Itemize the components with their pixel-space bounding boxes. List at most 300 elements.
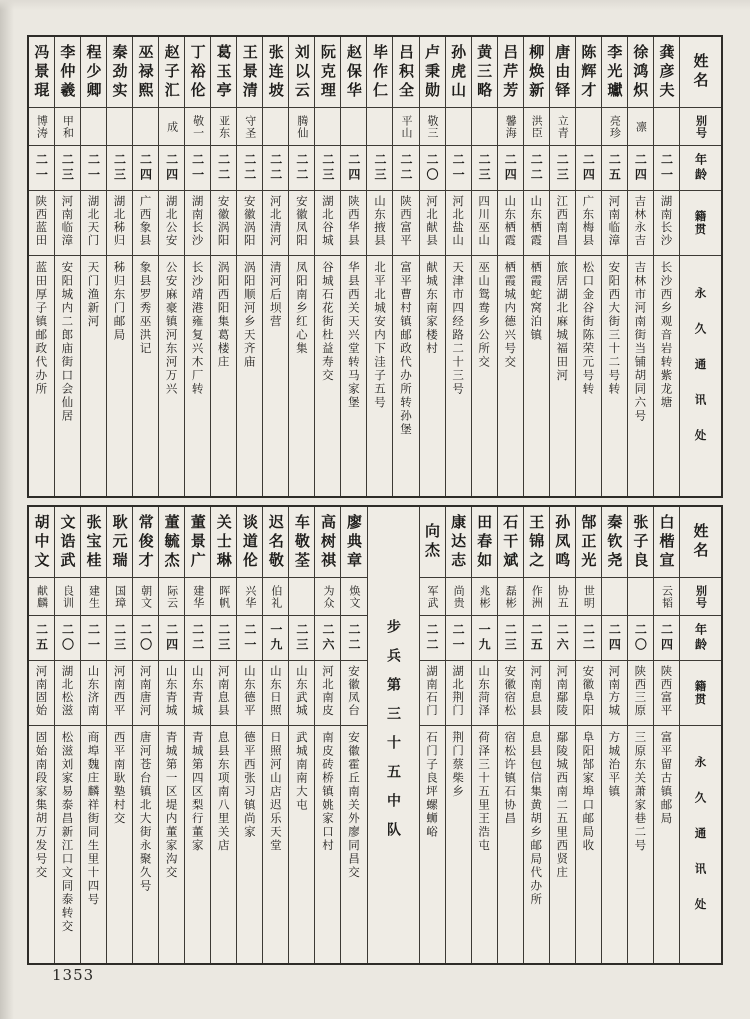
person-origin-text: 陕西蓝田 <box>34 195 49 247</box>
person-name-text: 刘以云 <box>292 43 311 101</box>
column-header-address-text: 永久通讯处 <box>693 755 708 934</box>
person-origin-text: 安徽凤阳 <box>294 195 309 247</box>
person-age <box>550 615 575 660</box>
person-address-text: 天门渔新河 <box>86 261 101 329</box>
person-alias <box>420 577 445 615</box>
person-name-text: 廖典章 <box>345 513 363 571</box>
person-name-text: 冯景琨 <box>32 43 51 101</box>
column-header-name-text: 姓名 <box>691 523 710 561</box>
person-origin <box>498 190 523 255</box>
person-age <box>498 145 523 190</box>
person-name <box>29 507 54 577</box>
person-address <box>341 255 366 496</box>
person-column <box>340 507 366 963</box>
person-column <box>54 37 80 496</box>
person-name-text: 白楷宣 <box>657 513 676 571</box>
person-alias <box>524 577 549 615</box>
person-address <box>107 725 132 963</box>
person-name <box>237 507 262 577</box>
person-name-text: 谈道伦 <box>240 513 259 571</box>
person-age-text: 二三 <box>503 623 518 653</box>
person-alias <box>472 107 497 145</box>
person-name-text: 孙虎山 <box>449 43 468 101</box>
person-origin-text: 河南方城 <box>607 665 622 717</box>
person-alias <box>81 577 106 615</box>
person-address-text: 长沙靖港雍复兴木厂转 <box>190 261 205 396</box>
person-origin <box>315 190 340 255</box>
person-origin-text: 河南临漳 <box>607 195 622 247</box>
person-address <box>211 255 236 496</box>
person-alias <box>315 577 340 615</box>
person-alias-text: 磊彬 <box>504 584 518 609</box>
person-alias <box>29 577 54 615</box>
person-address <box>446 255 471 496</box>
person-address <box>550 255 575 496</box>
person-origin-text: 河北南皮 <box>320 665 335 717</box>
person-name-text: 赵子汇 <box>162 43 181 101</box>
person-name <box>472 507 497 577</box>
person-origin <box>29 190 54 255</box>
person-address <box>237 255 262 496</box>
person-origin <box>576 660 601 725</box>
person-origin <box>446 190 471 255</box>
person-address-text: 西平南耿塾村交 <box>112 731 127 826</box>
person-address-text: 松口金谷街陈荣元号转 <box>581 261 596 396</box>
person-name <box>550 37 575 107</box>
column-header-address <box>680 725 721 963</box>
person-alias <box>602 107 627 145</box>
person-alias <box>602 577 627 615</box>
person-origin-text: 陕西三原 <box>633 665 648 717</box>
person-alias <box>263 107 288 145</box>
person-alias-text: 亚东 <box>217 114 231 139</box>
person-column <box>471 507 497 963</box>
person-address-text: 方城治平镇 <box>607 731 622 799</box>
person-name-text: 张连坡 <box>266 43 285 101</box>
person-name <box>498 37 523 107</box>
person-origin-text: 湖北谷城 <box>320 195 335 247</box>
person-address-text: 南皮砖桥镇姚家口村 <box>320 731 335 853</box>
person-address-text: 吉林市河南街当铺胡同六号 <box>633 261 648 423</box>
person-origin <box>628 190 653 255</box>
person-age <box>159 145 184 190</box>
person-address <box>133 725 158 963</box>
person-column <box>549 37 575 496</box>
person-age <box>81 145 106 190</box>
person-origin-text: 山东济南 <box>86 665 101 717</box>
person-age <box>211 145 236 190</box>
person-origin <box>472 660 497 725</box>
person-age <box>263 145 288 190</box>
person-alias-text: 良训 <box>61 584 75 609</box>
person-alias <box>628 577 653 615</box>
person-address <box>185 725 210 963</box>
person-origin-text: 山东青城 <box>164 665 179 717</box>
person-name-text: 高树祺 <box>318 513 337 571</box>
person-address-text: 天津市四经路二十三号 <box>451 261 466 396</box>
person-origin-text: 安徽涡阳 <box>242 195 257 247</box>
person-name <box>55 507 80 577</box>
person-alias <box>81 107 106 145</box>
person-age <box>211 615 236 660</box>
person-address <box>289 725 314 963</box>
person-name <box>367 37 392 107</box>
person-address-text: 息县包信集黄胡乡邮局代办所 <box>529 731 544 907</box>
person-name <box>524 507 549 577</box>
column-header-name <box>680 37 721 107</box>
person-name-text: 丁裕伦 <box>188 43 207 101</box>
person-name <box>602 37 627 107</box>
person-alias <box>654 107 679 145</box>
person-age-text: 二三 <box>112 623 127 653</box>
person-age <box>420 615 445 660</box>
person-name-text: 张宝桂 <box>84 513 103 571</box>
person-origin <box>133 190 158 255</box>
person-age-text: 一九 <box>477 623 492 653</box>
person-alias <box>498 577 523 615</box>
person-age <box>55 145 80 190</box>
person-address-text: 三原东关萧家巷二号 <box>633 731 648 853</box>
person-alias <box>393 107 418 145</box>
person-alias <box>576 107 601 145</box>
person-age-text: 二四 <box>164 153 179 183</box>
person-origin-text: 陕西华县 <box>346 195 361 247</box>
person-age-text: 二三 <box>112 153 127 183</box>
person-alias <box>185 577 210 615</box>
person-alias-text: 建生 <box>87 584 101 609</box>
person-age-text: 二三 <box>294 623 309 653</box>
column-header-name <box>680 507 721 577</box>
person-address-text: 蓝田厚子镇邮政代办所 <box>34 261 49 396</box>
person-address <box>81 255 106 496</box>
person-age-text: 二二 <box>581 623 596 653</box>
person-alias-text: 为众 <box>321 584 335 609</box>
person-address <box>524 725 549 963</box>
person-column <box>471 37 497 496</box>
person-age <box>107 145 132 190</box>
person-age-text: 二一 <box>86 153 101 183</box>
person-age-text: 二五 <box>529 623 544 653</box>
person-age <box>472 145 497 190</box>
person-age-text: 二六 <box>320 623 335 653</box>
person-age-text: 二〇 <box>633 623 648 653</box>
person-origin-text: 河南鄢陵 <box>555 665 570 717</box>
person-alias-text: 朝文 <box>139 584 153 609</box>
person-alias <box>341 577 366 615</box>
person-column <box>262 37 288 496</box>
person-alias <box>550 577 575 615</box>
row-header-column <box>679 37 721 496</box>
person-origin-text: 山东栖霞 <box>529 195 544 247</box>
bottom-roster-table <box>27 505 723 965</box>
person-age-text: 二二 <box>294 153 309 183</box>
person-name-text: 车敬荃 <box>292 513 311 571</box>
person-age-text: 二一 <box>86 623 101 653</box>
person-age <box>602 145 627 190</box>
column-header-age-text: 年龄 <box>693 153 708 183</box>
person-address <box>211 725 236 963</box>
person-name <box>420 507 445 577</box>
column-header-age <box>680 145 721 190</box>
person-name-text: 秦钦尧 <box>605 513 624 571</box>
person-origin-text: 湖北秭归 <box>112 195 127 247</box>
person-address <box>628 255 653 496</box>
person-alias-text: 博涛 <box>35 114 49 139</box>
person-age-text: 二五 <box>607 153 622 183</box>
person-origin-text: 河北献县 <box>425 195 440 247</box>
person-column <box>184 37 210 496</box>
person-age-text: 二二 <box>242 153 257 183</box>
person-age-text: 二一 <box>451 153 466 183</box>
person-alias <box>550 107 575 145</box>
person-age <box>446 145 471 190</box>
person-name <box>107 37 132 107</box>
person-age-text: 二一 <box>242 623 257 653</box>
person-alias-text: 亮珍 <box>608 114 622 139</box>
person-origin-text: 陕西富平 <box>659 665 674 717</box>
person-name <box>628 507 653 577</box>
person-name <box>341 37 366 107</box>
person-origin <box>654 660 679 725</box>
person-name-text: 王景清 <box>240 43 259 101</box>
person-age <box>524 145 549 190</box>
column-header-age-text: 年龄 <box>693 623 708 653</box>
person-alias-text: 凛 <box>634 120 648 133</box>
person-age-text: 二三 <box>477 153 492 183</box>
person-name <box>446 37 471 107</box>
person-origin <box>237 660 262 725</box>
person-address <box>576 255 601 496</box>
person-age <box>472 615 497 660</box>
person-name <box>29 37 54 107</box>
person-address <box>550 725 575 963</box>
person-age-text: 二〇 <box>60 623 75 653</box>
person-alias <box>315 107 340 145</box>
column-header-origin <box>680 190 721 255</box>
person-age <box>29 615 54 660</box>
person-name-text: 关士琳 <box>214 513 233 571</box>
person-column <box>29 37 54 496</box>
person-age <box>263 615 288 660</box>
person-age <box>420 145 445 190</box>
person-name <box>576 37 601 107</box>
person-address-text: 唐河苍台镇北大街永聚久号 <box>138 731 153 893</box>
column-header-address <box>680 255 721 496</box>
person-address <box>289 255 314 496</box>
person-name <box>420 37 445 107</box>
person-name-text: 秦劲实 <box>110 43 129 101</box>
person-column <box>314 37 340 496</box>
person-origin <box>211 660 236 725</box>
person-name-text: 耿元瑞 <box>110 513 129 571</box>
column-header-origin <box>680 660 721 725</box>
person-origin-text: 山东掖县 <box>372 195 387 247</box>
person-alias <box>133 107 158 145</box>
unit-divider-column <box>367 507 419 963</box>
person-age <box>576 615 601 660</box>
person-origin <box>55 190 80 255</box>
person-origin-text: 山东菏泽 <box>477 665 492 717</box>
person-name <box>185 37 210 107</box>
person-age-text: 二四 <box>164 623 179 653</box>
person-age-text: 二〇 <box>425 153 440 183</box>
person-name <box>211 507 236 577</box>
person-origin <box>524 660 549 725</box>
person-address <box>654 725 679 963</box>
person-address <box>628 725 653 963</box>
person-origin-text: 四川巫山 <box>477 195 492 247</box>
person-name-text: 吕积全 <box>397 43 415 101</box>
column-header-alias-text: 别号 <box>694 114 708 139</box>
person-column <box>366 37 392 496</box>
person-age <box>29 145 54 190</box>
person-origin-text: 安徽阜阳 <box>581 665 596 717</box>
person-age <box>341 615 366 660</box>
person-origin <box>29 660 54 725</box>
person-name <box>472 37 497 107</box>
person-address <box>602 255 627 496</box>
person-name-text: 葛玉亭 <box>214 43 233 101</box>
person-address <box>446 725 471 963</box>
column-header-alias-text: 别号 <box>694 584 708 609</box>
person-age <box>628 145 653 190</box>
person-column <box>80 37 106 496</box>
person-origin <box>446 660 471 725</box>
person-name <box>263 507 288 577</box>
person-name <box>446 507 471 577</box>
person-origin <box>185 660 210 725</box>
person-origin <box>420 190 445 255</box>
person-name <box>315 37 340 107</box>
person-name <box>654 507 679 577</box>
person-alias <box>524 107 549 145</box>
person-origin-text: 河南西平 <box>112 665 127 717</box>
person-alias <box>472 577 497 615</box>
person-origin <box>628 660 653 725</box>
column-header-name-text: 姓名 <box>691 53 710 91</box>
person-alias-text: 尚贵 <box>452 584 466 609</box>
person-column <box>314 507 340 963</box>
person-column <box>210 37 236 496</box>
person-name-text: 陈辉才 <box>579 43 598 101</box>
person-alias <box>237 107 262 145</box>
person-age-text: 二二 <box>425 623 440 653</box>
person-origin <box>133 660 158 725</box>
person-column <box>523 507 549 963</box>
person-age <box>393 145 418 190</box>
person-alias-text: 馨海 <box>504 114 518 139</box>
person-age <box>498 615 523 660</box>
person-alias-text: 世明 <box>582 584 596 609</box>
person-origin-text: 河南息县 <box>216 665 231 717</box>
person-age-text: 二三 <box>372 153 387 183</box>
person-address-text: 安阳西大街三十二号转 <box>607 261 622 396</box>
person-name <box>341 507 366 577</box>
person-alias-text: 焕文 <box>348 584 361 609</box>
person-origin-text: 河南固始 <box>34 665 49 717</box>
person-name-text: 巫禄熙 <box>136 43 155 101</box>
person-age-text: 二〇 <box>138 623 153 653</box>
person-origin-text: 湖南长沙 <box>659 195 674 247</box>
person-origin <box>341 660 366 725</box>
person-origin <box>315 660 340 725</box>
person-age-text: 二二 <box>529 153 544 183</box>
person-origin <box>107 190 132 255</box>
person-column <box>288 37 314 496</box>
person-age <box>81 615 106 660</box>
person-age-text: 二二 <box>268 153 283 183</box>
person-alias-text: 晖帆 <box>217 584 231 609</box>
person-address-text: 青城第四区梨行董家 <box>190 731 205 853</box>
person-origin <box>55 660 80 725</box>
person-alias <box>289 107 314 145</box>
person-column <box>549 507 575 963</box>
person-name-text: 李仲羲 <box>58 43 77 101</box>
person-address <box>498 725 523 963</box>
person-name-text: 徐鸿炽 <box>631 43 650 101</box>
person-address-text: 松滋刘家易泰昌新江口文同泰转交 <box>60 731 75 934</box>
person-origin-text: 广西象县 <box>138 195 153 247</box>
person-column <box>106 37 132 496</box>
person-address <box>55 725 80 963</box>
person-name-text: 阮克理 <box>318 43 337 101</box>
person-name <box>159 507 184 577</box>
person-address <box>315 725 340 963</box>
person-origin-text: 河南息县 <box>529 665 544 717</box>
person-origin <box>107 660 132 725</box>
person-name-text: 卢秉勋 <box>423 43 442 101</box>
person-column <box>392 37 418 496</box>
unit-divider-label: 步兵第三十五中队 <box>385 619 402 851</box>
person-origin-text: 湖南长沙 <box>190 195 205 247</box>
person-origin-text: 河北清河 <box>268 195 283 247</box>
person-age-text: 二二 <box>190 623 205 653</box>
person-address <box>341 725 366 963</box>
person-column <box>653 37 679 496</box>
person-origin-text: 湖北荆门 <box>451 665 466 717</box>
person-alias <box>498 107 523 145</box>
person-address-text: 青城第一区堤内董家沟交 <box>164 731 179 880</box>
person-column <box>497 507 523 963</box>
person-alias-text: 腾仙 <box>295 114 309 139</box>
person-address <box>498 255 523 496</box>
person-name <box>211 37 236 107</box>
person-column <box>210 507 236 963</box>
person-column <box>184 507 210 963</box>
person-column <box>340 37 366 496</box>
person-origin <box>393 190 418 255</box>
person-column <box>54 507 80 963</box>
person-origin-text: 湖北公安 <box>164 195 179 247</box>
person-age-text: 二四 <box>138 153 153 183</box>
person-age-text: 二一 <box>190 153 205 183</box>
person-origin <box>602 190 627 255</box>
person-name-text: 唐由铎 <box>553 43 572 101</box>
person-name <box>289 507 314 577</box>
person-address-text: 涡阳西阳集葛楼庄 <box>216 261 231 369</box>
person-address <box>237 725 262 963</box>
person-address-text: 武城南南大屯 <box>294 731 309 812</box>
person-address <box>420 255 445 496</box>
person-name-text: 文诰武 <box>58 513 77 571</box>
person-column <box>627 507 653 963</box>
person-alias <box>237 577 262 615</box>
person-address <box>159 725 184 963</box>
person-alias <box>29 107 54 145</box>
person-origin-text: 陕西富平 <box>399 195 413 247</box>
person-address-text: 涡阳顺河乡天齐庙 <box>242 261 257 369</box>
person-address <box>81 725 106 963</box>
